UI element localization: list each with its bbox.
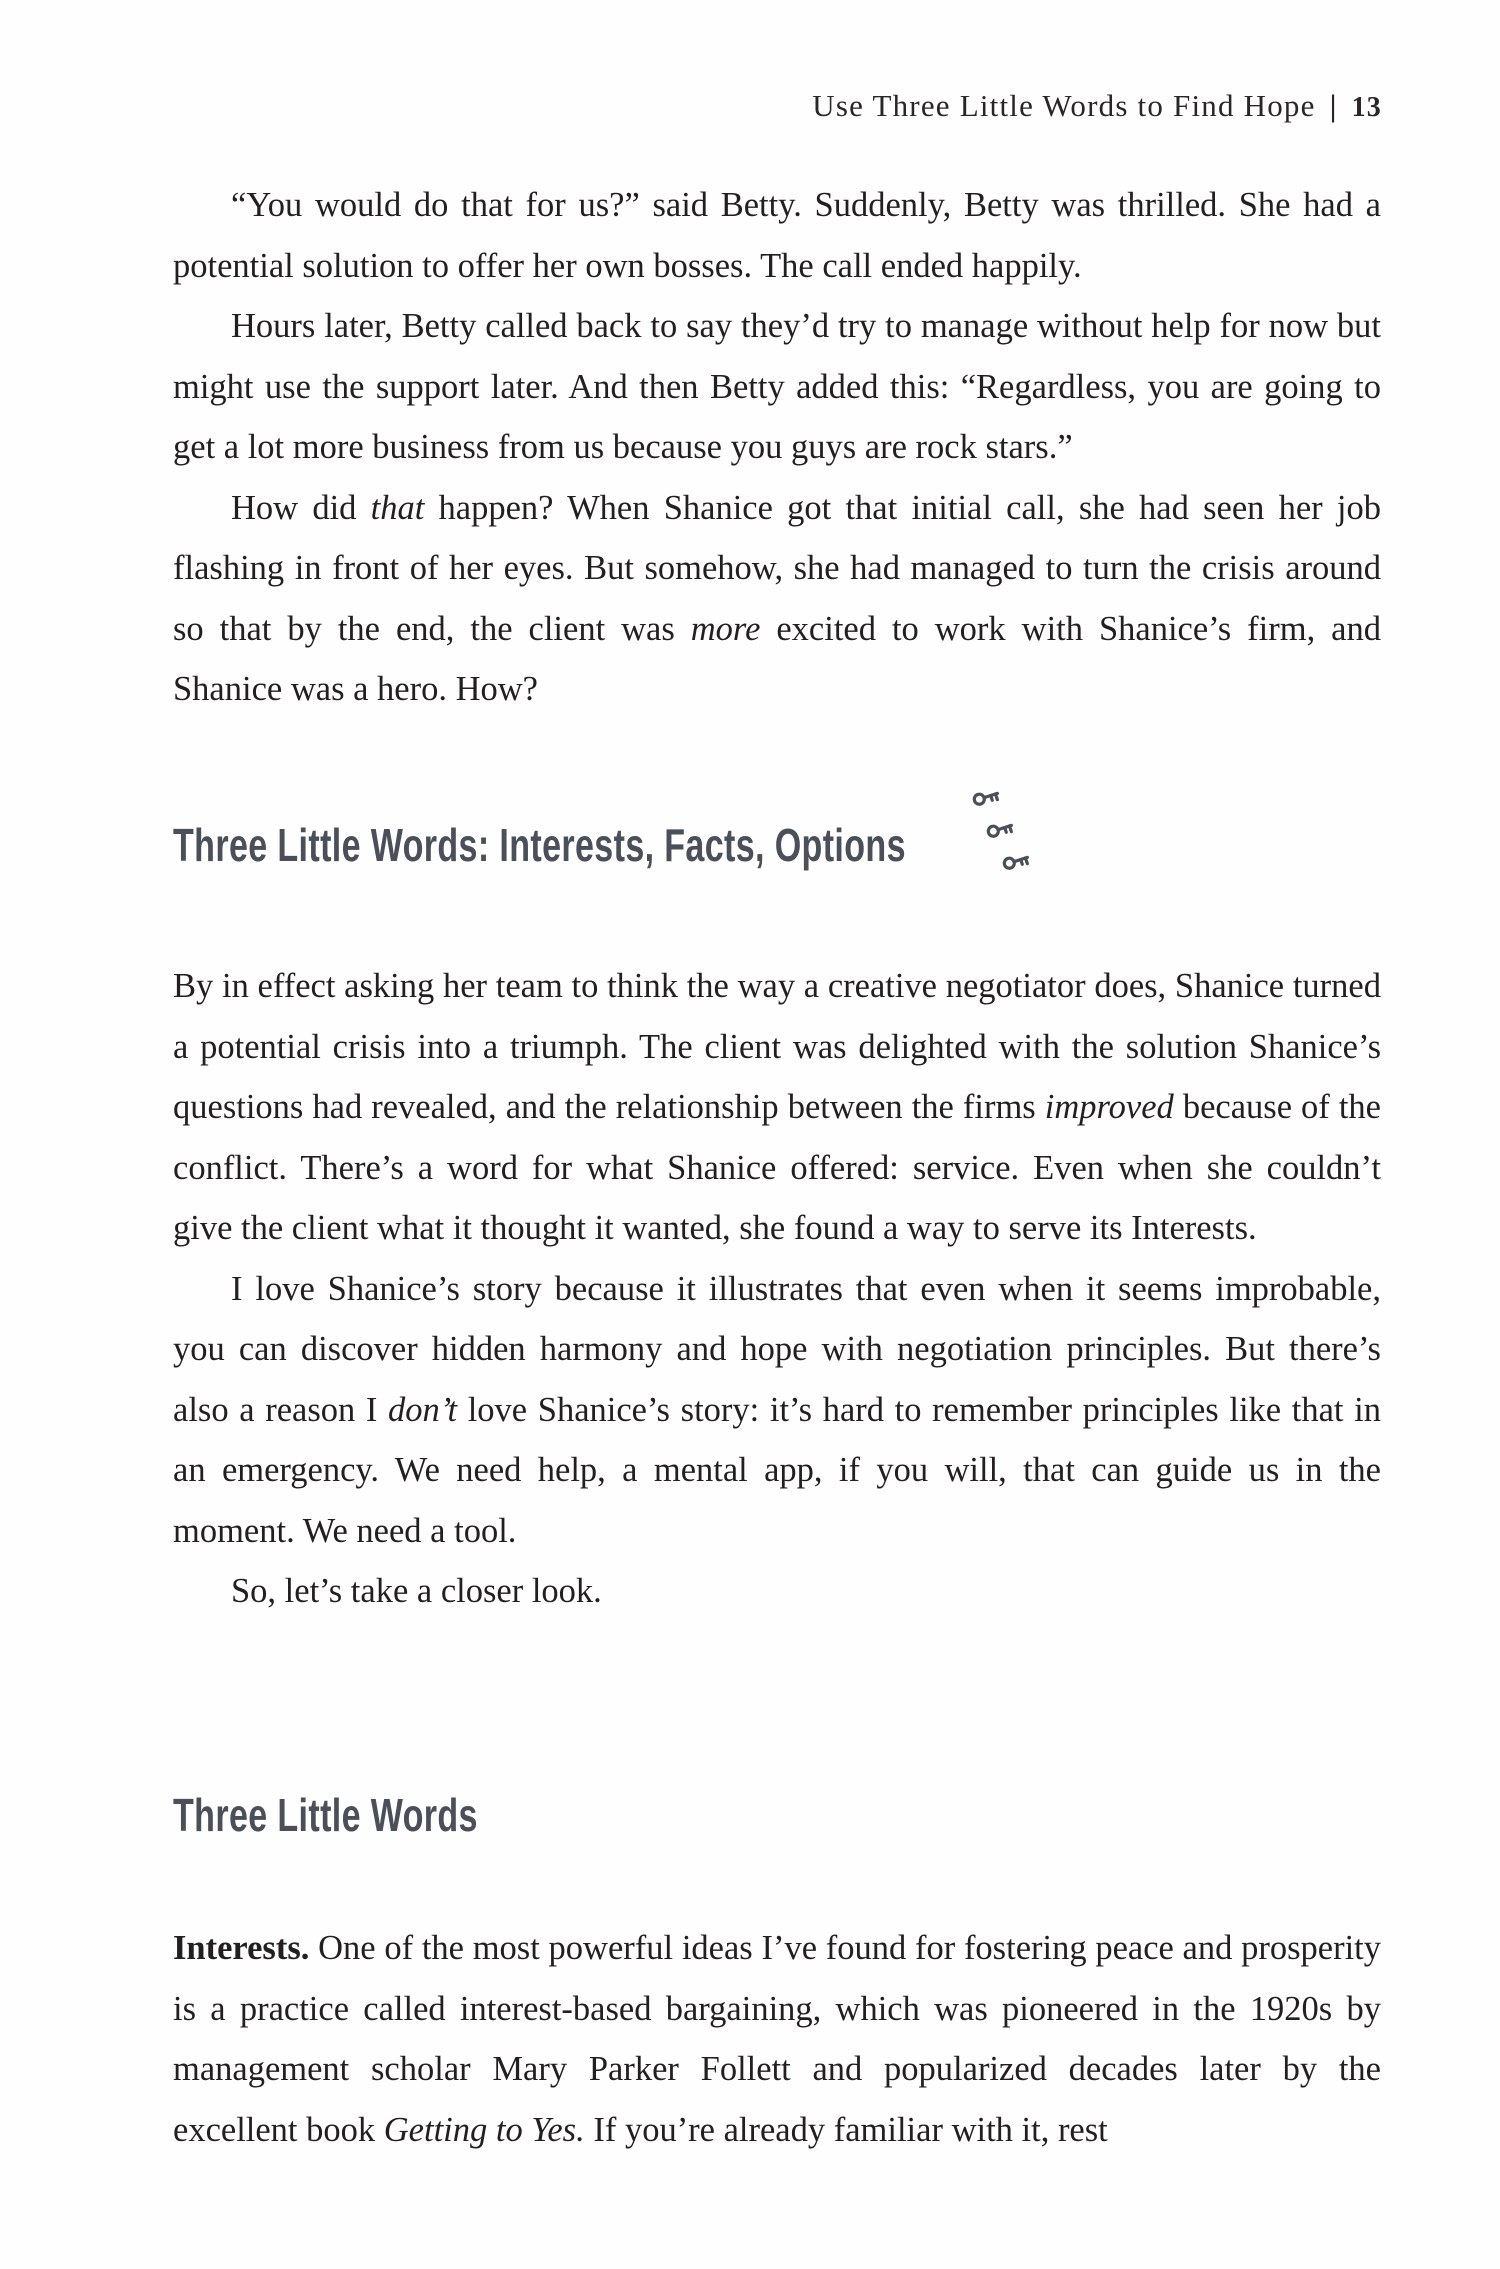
section-body-text — [173, 956, 1381, 1622]
emphasis: more — [690, 609, 761, 648]
emphasis: don’t — [388, 1390, 458, 1429]
emphasis: that — [370, 488, 425, 527]
running-head-title: Use Three Little Words to Find Hope — [812, 88, 1316, 123]
paragraph: Interests. One of the most powerful ideas I’ve found for fostering peace and prosperity is a practice called interest-based bargaining, which was pioneered in the 1920s by management scholar Mary Parker Follett and popularized decades later by the excellent book Getting to Yes. If you’re already familiar with it, rest — [173, 1929, 1381, 2149]
section-heading: Three Little Words: Interests, Facts, Options — [173, 819, 906, 871]
running-head-separator: | — [1329, 88, 1338, 123]
paragraph: I love Shanice’s story because it illustrates that even when it seems improbable, you can discover hidden harmony and hope with negotiation principles. But there’s also a reason I don’t love Shanice’s story: it’s hard to remember principles like that in an emergency. We need help, a mental app, if you will, that can guide us in the moment. We need a tool. — [173, 1269, 1381, 1550]
paragraph: Hours later, Betty called back to say they’d try to manage without help for now but might use the support later. And then Betty added this: “Regardless, you are going to get a lot more business from us because you guys are rock stars.” — [173, 307, 1381, 466]
section-opening-text — [173, 175, 1381, 720]
page-number: 13 — [1351, 92, 1382, 123]
book-title: Getting to Yes. — [383, 2110, 585, 2149]
emphasis: improved — [1044, 1088, 1174, 1126]
running-head — [812, 88, 1382, 124]
paragraph: By in effect asking her team to think the way a creative negotiator does, Shanice turned a potential crisis into a triumph. The client was delighted with the solution Shanice’s questions had revealed, and the relationship between the firms improved because of the conflict. There’s a word for what Shanice offered: service. Even when she couldn’t give the client what it thought it wanted, she found a way to serve its Interests. — [173, 967, 1381, 1247]
term-label: Interests. — [173, 1929, 310, 1967]
paragraph: How did that happen? When Shanice got that initial call, she had seen her job flashing in front of her eyes. But somehow, she had managed to turn the crisis around so that by the end, the client was more excited to work with Shanice’s firm, and Shanice was a hero. How? — [173, 488, 1381, 708]
paragraph: “You would do that for us?” said Betty. Suddenly, Betty was thrilled. She had a potential solution to offer her own bosses. The call ended happily. — [173, 186, 1381, 285]
paragraph: So, let’s take a closer look. — [231, 1572, 602, 1610]
three-keys-icon — [965, 780, 1045, 880]
section-heading: Three Little Words — [173, 1789, 478, 1841]
interests-text — [173, 1918, 1381, 2160]
